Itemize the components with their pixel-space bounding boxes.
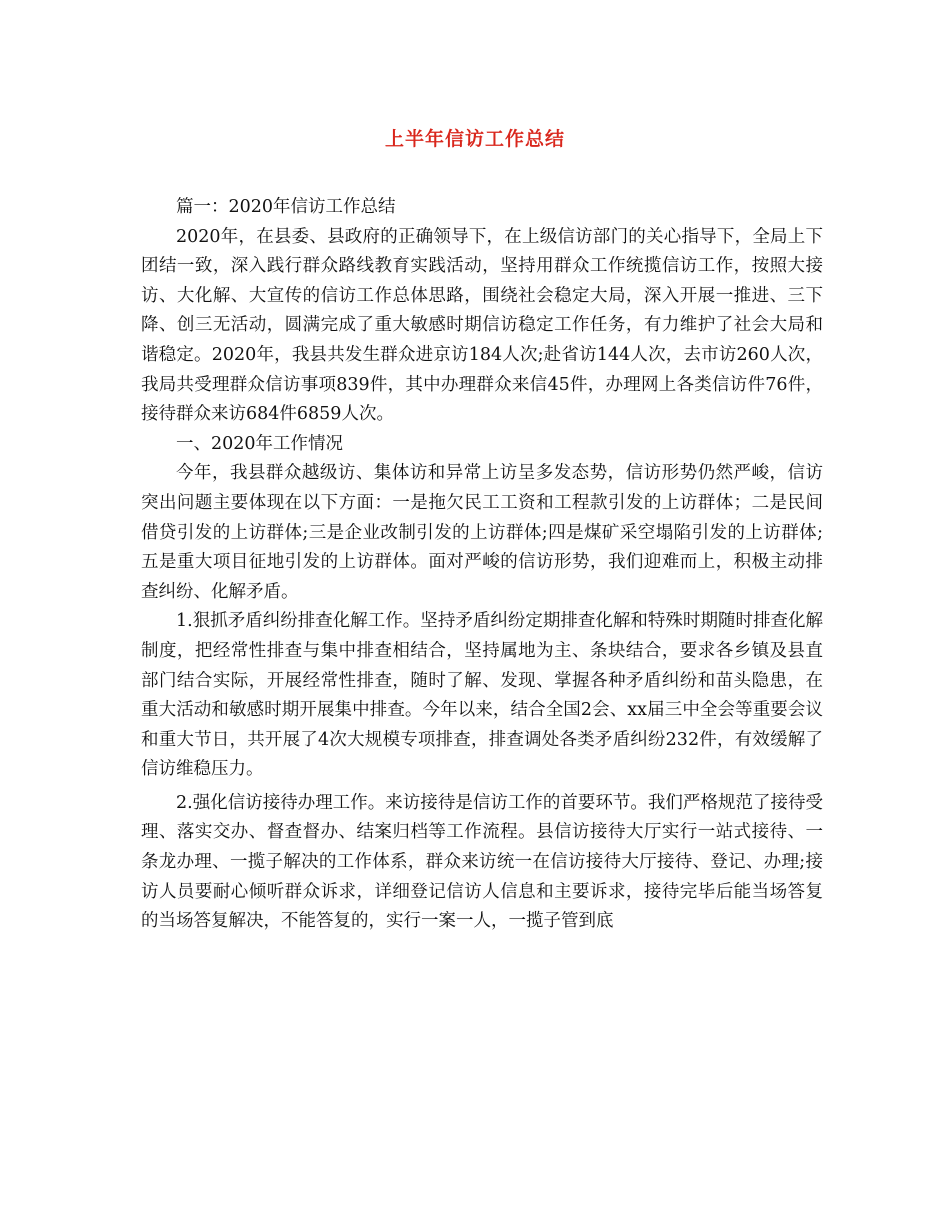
paragraph-situation: 今年，我县群众越级访、集体访和异常上访呈多发态势，信访形势仍然严峻，信访突出问题主要体现在以下方面：一是拖欠民工工资和工程款引发的上访群体；二是民间借贷引发的上访群体;三是企业改制引发的上访群体;四是煤矿采空塌陷引发的上访群体;五是重大项目征地引发的上访群体。面对严峻的信访形势，我们迎难而上，积极主动排查纠纷、化解矛盾。: [141, 463, 823, 602]
paragraph-item-2: 2.强化信访接待办理工作。来访接待是信访工作的首要环节。我们严格规范了接待受理、落实交办、督查督办、结案归档等工作流程。县信访接待大厅实行一站式接待、一条龙办理、一揽子解决的工作体系，群众来访统一在信访接待大厅接待、登记、办理;接访人员要耐心倾听群众诉求，详细登记信访人信息和主要诉求，接待完毕后能当场答复的当场答复解决，不能答复的，实行一案一人，一揽子管到底: [141, 792, 823, 932]
paragraph-heading-work-situation: 一、2020年工作情况: [176, 433, 344, 454]
document-title: 上半年信访工作总结: [384, 128, 565, 150]
paragraph-item-1: 1.狠抓矛盾纠纷排查化解工作。坚持矛盾纠纷定期排查化解和特殊时期随时排查化解制度，把经常性排查与集中排查相结合，坚持属地为主、条块结合，要求各乡镇及县直部门结合实际，开展经常性排查，随时了解、发现、掌握各种矛盾纠纷和苗头隐患，在重大活动和敏感时期开展集中排查。今年以来，结合全国2会、xx届三中全会等重要会议和重大节日，共开展了4次大规模专项排查，排查调处各类矛盾纠纷232件，有效缓解了信访维稳压力。: [141, 611, 823, 780]
document-body: [141, 193, 823, 937]
paragraph-intro: 2020年，在县委、县政府的正确领导下，在上级信访部门的关心指导下，全局上下团结一致，深入践行群众路线教育实践活动，坚持用群众工作统揽信访工作，按照大接访、大化解、大宣传的信访工作总体思路，围绕社会稳定大局，深入开展一推进、三下降、创三无活动，圆满完成了重大敏感时期信访稳定工作任务，有力维护了社会大局和谐稳定。2020年，我县共发生群众进京访184人次;赴省访144人次，去市访260人次，我局共受理群众信访事项839件，其中办理群众来信45件，办理网上各类信访件76件，接待群众来访684件6859人次。: [141, 226, 823, 425]
paragraph-section-heading: 篇一：2020年信访工作总结: [176, 197, 396, 217]
